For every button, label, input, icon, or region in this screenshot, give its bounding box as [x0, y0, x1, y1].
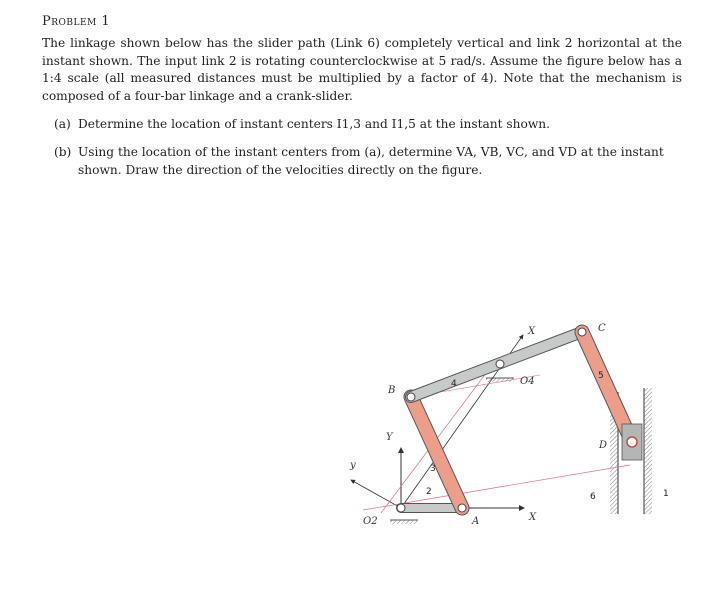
problem-statement: The linkage shown below has the slider path (Link 6) completely vertical and link 2 horizontal at the instant shown. The input link 2 is rotating counterclockwise at 5 rad/s. Assume the figure below has a 1:4 scale (all measured distances must be multiplied by a factor of 4). Note that the mechanism is composed of a four-bar linkage and a crank-slider.	[42, 36, 682, 103]
pin-d	[627, 437, 637, 447]
link-number-1: 1	[663, 489, 669, 499]
part-b-line2: shown. Draw the direction of the velocities directly on the figure.	[78, 162, 483, 177]
link-number-4: 4	[451, 379, 457, 389]
label-x-top: X	[528, 326, 536, 337]
link-number-6: 6	[590, 492, 596, 502]
pin-o2	[397, 504, 405, 512]
label-o2: O2	[363, 516, 378, 527]
part-b-line1: Using the location of the instant centers from (a), determine VA, VB, VC, and VD at the instant	[78, 145, 664, 159]
link-3	[411, 397, 462, 508]
problem-title: Problem 1	[42, 14, 111, 29]
label-d: D	[599, 440, 608, 451]
label-y-lower: y	[350, 460, 356, 471]
part-a-label: (a)	[54, 117, 71, 131]
link-number-2: 2	[426, 487, 432, 497]
label-y-upper: Y	[386, 432, 393, 443]
pin-c	[578, 328, 586, 336]
label-c: C	[598, 323, 606, 334]
link-number-3: 3	[430, 464, 436, 474]
ground-o2	[390, 520, 418, 524]
label-o4: O4	[520, 376, 535, 387]
part-b-label: (b)	[54, 145, 72, 159]
pin-b	[407, 393, 415, 401]
label-a: A	[472, 516, 480, 527]
label-b: B	[388, 385, 396, 396]
part-a-text: Determine the location of instant centers I1,3 and I1,5 at the instant shown.	[78, 117, 550, 131]
link-number-5: 5	[598, 371, 604, 381]
label-x-bottom: X	[529, 512, 537, 523]
pin-a	[458, 504, 466, 512]
pin-o4	[496, 360, 504, 368]
construction-lines	[363, 360, 630, 513]
